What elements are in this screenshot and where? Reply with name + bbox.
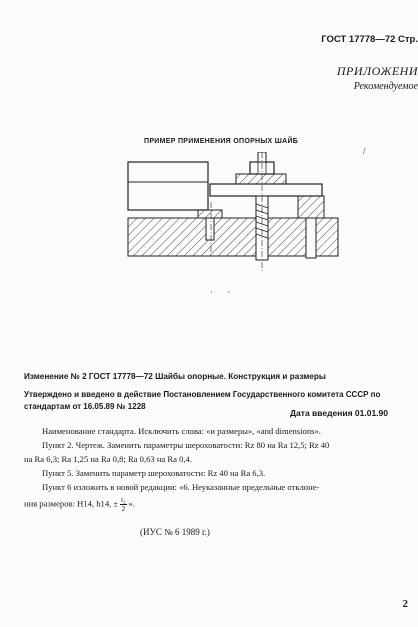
tolerance-fraction: [120, 496, 126, 513]
support-washer-drawing: [118, 152, 343, 280]
appendix-title: ПРИЛОЖЕНИ: [336, 64, 418, 78]
workpiece: [128, 162, 208, 210]
figure-title: ПРИМЕР ПРИМЕНЕНИЯ ОПОРНЫХ ШАЙБ: [144, 138, 299, 145]
figure-tick-mark: /: [363, 146, 366, 156]
introduction-date: Дата введения 01.01.90: [290, 408, 388, 418]
clamp-strap: [210, 184, 322, 196]
document-header: ГОСТ 17778—72 Стр.: [321, 34, 418, 45]
right-bolt: [306, 218, 316, 258]
change-line-6: [24, 496, 135, 513]
support-washer-right: [298, 196, 324, 218]
change-line-3: на Ra 6,3; Ra 1,25 на Ra 0,8; Ra 0,63 на Ra 0,4.: [24, 454, 192, 464]
change-line-4: Пункт 5. Заменить параметр шероховатости: Rz 40 на Ra 6,3.: [42, 468, 266, 478]
approval-text: Утверждено и введено в действие Постановлением Государственного комитета СССР по стандартам от 16.05.89 № 1228: [24, 390, 381, 411]
appendix-note: Рекомендуемое: [353, 81, 418, 92]
change-line-6-prefix: ния размеров: H14, h14, ±: [24, 498, 119, 509]
page-number: 2: [402, 598, 408, 610]
change-line-1: Наименование стандарта. Исключить слова: «и размеры», «and dimensions».: [42, 426, 321, 436]
change-line-2: Пункт 2. Чертеж. Заменить параметры шероховатости: Rz 80 на Ra 12,5; Rz 40: [42, 440, 330, 450]
ius-reference: (ИУС № 6 1989 г.): [140, 527, 210, 537]
change-line-6-suffix: ».: [128, 498, 135, 509]
support-washer-top: [236, 174, 286, 184]
change-heading: Изменение № 2 ГОСТ 17778—72 Шайбы опорные. Конструкция и размеры: [24, 372, 326, 381]
fraction-numerator: t₂: [121, 496, 126, 504]
support-washer-left: [198, 210, 222, 218]
figure-bottom-marks: ˙ ˋ: [210, 290, 237, 300]
fraction-denominator: 2: [121, 505, 126, 513]
change-line-5: Пункт 6 изложить в новой редакции: «6. Неуказанные предельные отклоне-: [42, 482, 320, 492]
